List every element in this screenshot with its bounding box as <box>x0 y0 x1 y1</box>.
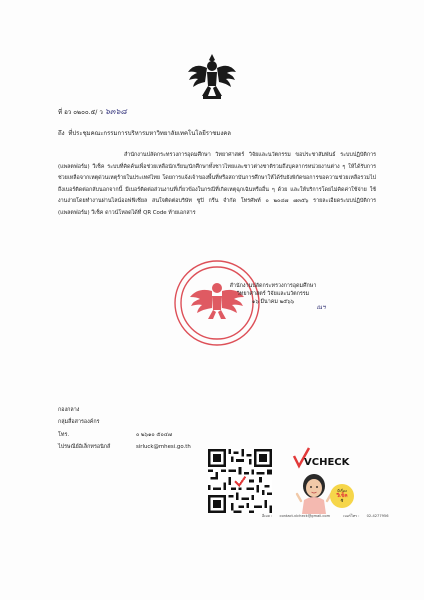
department-phone-row: โทร. ๐ ๒๖๑๐ ๕๐๔๗ <box>58 431 172 438</box>
vcheck-contact-footer: อีเมล : contact.vlcheck@gmail.com เบอร์โทร : 02-4277956 <box>262 514 389 518</box>
vcheck-email: contact.vlcheck@gmail.com <box>279 514 331 518</box>
recipient-line: ถึง ที่ประชุมคณะกรรมการบริหารมหาวิทยาลัยเทคโนโลยีราชมงคล <box>58 130 231 137</box>
signature-line-1: สำนักงานปลัดกระทรวงการอุดมศึกษา <box>229 283 317 289</box>
signature-line-2: วิทยาศาสตร์ วิจัยและนวัตกรรม <box>236 291 310 297</box>
department-email-row: ไปรษณีย์อิเล็กทรอนิกส์ sirluck@mhesi.go.th <box>58 441 191 453</box>
vcheck-phone: 02-4277956 <box>366 514 389 518</box>
signature-initials: ณฯ <box>316 304 326 311</box>
signature-line-3: ๑๖ มีนาคม ๒๕๖๖ <box>251 299 295 305</box>
svg-text:ซิ: ซิ <box>340 498 344 503</box>
department-unit: กลุ่มสื่อสารองค์กร <box>58 419 100 426</box>
qr-code-icon <box>208 449 272 513</box>
reference-number: ที่ อว ๐๒๐๐.๕/ ว ๖๓๖๘ <box>58 107 127 116</box>
vcheck-brand-text: VCHECK <box>304 457 350 468</box>
svg-text:วีเช็ค: วีเช็ค <box>336 493 348 499</box>
letter-body <box>58 150 376 220</box>
body-paragraph: สำนักงานปลัดกระทรวงการอุดมศึกษา วิทยาศาสตร์ วิจัยและนวัตกรรม ขอประชาสัมพันธ์ ระบบปฏิบัติการ (แพลตฟอร์ม) วีเช็ค ระบบที่คิดค้นเพื่อช่วยเหลือนักเรียน/นักศึกษาทั้งชาวไทยและชาวต่างชาติรวมถึงบุคลากรหน่วยงานต่าง ๆ ให้ได้รับการช่วยเหลือจากเหตุด่วนเหตุร้ายในประเทศไทย โดยการแจ้งเจ้าของพื้นที่หรือสถาบันการศึกษาให้ได้รับยังพิกัดขอการขอความช่วยเหลือรวมไปถึงเบอร์ติดต่อกลับนอกจากนี้ มีเบอร์ติดต่อส่วนงานที่เกี่ยวข้องในกรณีที่เกิดเหตุฉุกเฉินหรืออื่น ๆ ด้วย และให้บริการโดยไม่คิดค่าใช้จ่าย ใช้งานง่ายโดยทำงานผ่านไลน์ออฟฟิเชียล สนใจติดต่อบริษัท ซูปิ กรีน จำกัด โทรศัพท์ ๐ ๒๐๔๗ ๗๓๕๖ รายละเอียดระบบปฏิบัติการ (แพลตฟอร์ม) วีเช็ค ดาวน์โหลดได้ที่ QR Code ท้ายเอกสาร <box>58 152 376 216</box>
svg-text:มีเรื่อง: มีเรื่อง <box>337 489 347 493</box>
handwritten-number: ๖๓๖๘ <box>104 107 127 116</box>
department-email: sirluck@mhesi.go.th <box>136 444 191 451</box>
garuda-emblem-icon <box>186 52 238 104</box>
vcheck-logo-icon <box>292 446 356 518</box>
mascot-icon <box>297 474 331 514</box>
vcheck-badge <box>330 484 354 508</box>
department-info <box>58 404 191 454</box>
signature-block <box>198 282 348 312</box>
department-name: กองกลาง <box>58 407 80 413</box>
